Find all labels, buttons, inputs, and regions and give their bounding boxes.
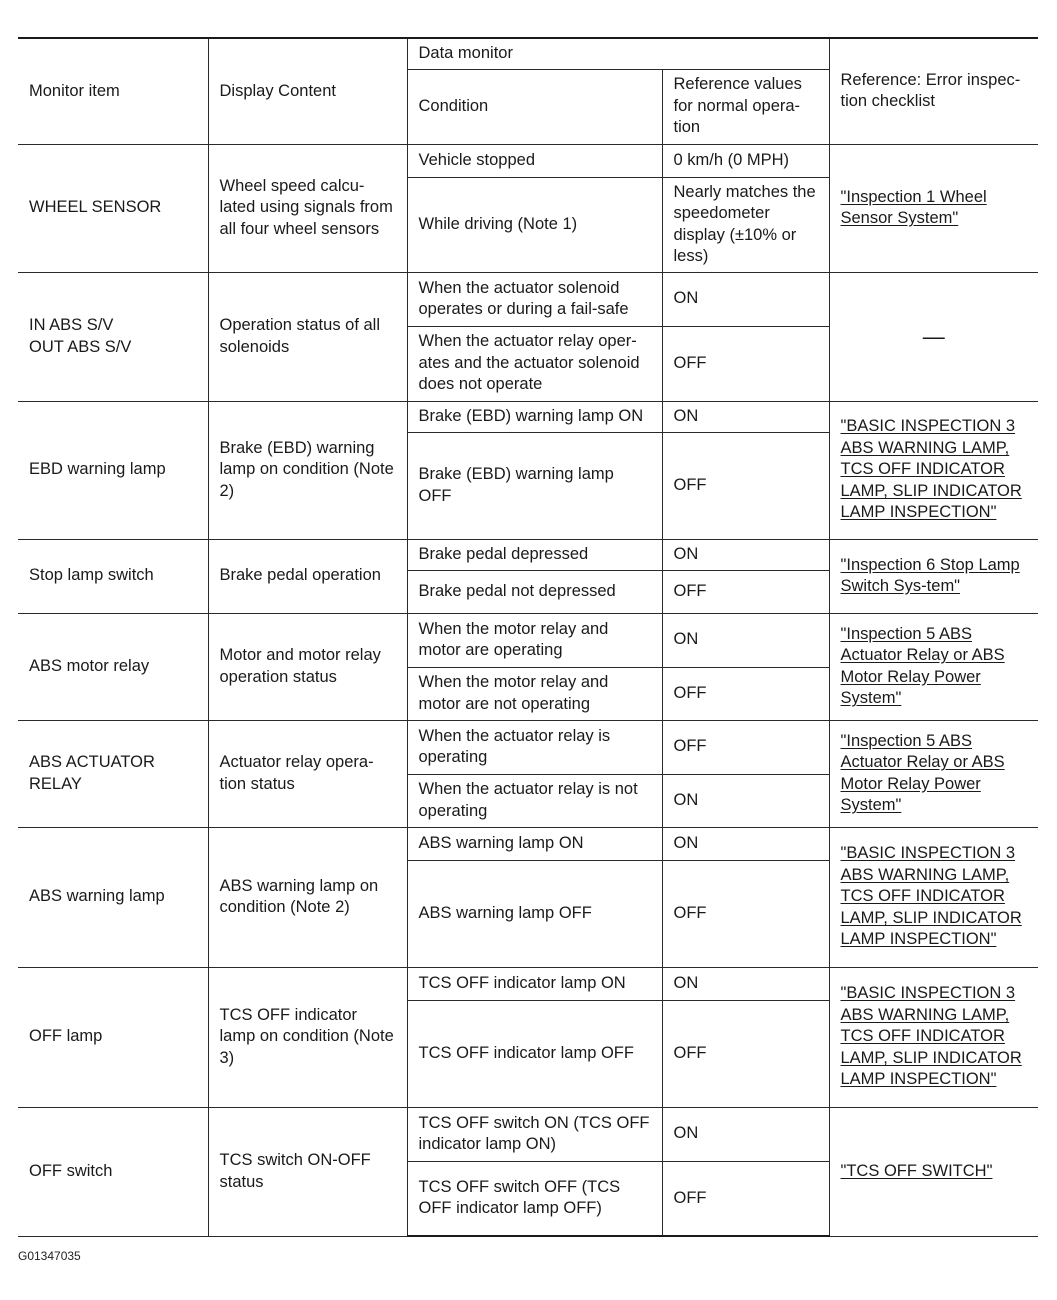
monitor-item-cell: EBD warning lamp (18, 401, 208, 539)
header-monitor-item: Monitor item (18, 38, 208, 144)
monitor-item-cell: OFF switch (18, 1107, 208, 1236)
reference-value-cell: OFF (662, 667, 829, 720)
inspection-link[interactable]: "BASIC INSPECTION 3 ABS WARNING LAMP, TCS OFF INDICATOR LAMP, SLIP INDICATOR LAMP INSPECTION" (840, 984, 1022, 1089)
display-content-cell: Motor and motor relay operation status (208, 613, 407, 720)
monitor-item-cell: OFF lamp (18, 967, 208, 1107)
monitor-item-cell: WHEEL SENSOR (18, 144, 208, 272)
inspection-link[interactable]: "Inspection 6 Stop Lamp Switch Sys-tem" (840, 555, 1020, 595)
reference-value-cell: OFF (662, 432, 829, 539)
condition-cell: When the actuator solenoid operates or during a fail-safe (407, 272, 662, 326)
display-content-cell: TCS switch ON-OFF status (208, 1107, 407, 1236)
reference-value-cell: ON (662, 967, 829, 1000)
reference-value-cell: ON (662, 272, 829, 326)
monitor-item-cell: ABS motor relay (18, 613, 208, 720)
inspection-link[interactable]: "Inspection 5 ABS Actuator Relay or ABS Motor Relay Power System" (840, 731, 1005, 814)
reference-value-cell: OFF (662, 570, 829, 613)
inspection-link[interactable]: "BASIC INSPECTION 3 ABS WARNING LAMP, TCS OFF INDICATOR LAMP, SLIP INDICATOR LAMP INSPECTION" (840, 844, 1022, 949)
reference-value-cell: 0 km/h (0 MPH) (662, 144, 829, 177)
condition-cell: TCS OFF indicator lamp ON (407, 967, 662, 1000)
condition-cell: Brake pedal not depressed (407, 570, 662, 613)
monitor-item-cell: ABS ACTUATOR RELAY (18, 720, 208, 827)
reference-value-cell: Nearly matches the speedometer display (±10% or less) (662, 177, 829, 272)
inspection-link[interactable]: "BASIC INSPECTION 3 ABS WARNING LAMP, TCS OFF INDICATOR LAMP, SLIP INDICATOR LAMP INSPECTION" (840, 417, 1022, 522)
inspection-link[interactable]: "Inspection 1 Wheel Sensor System" (840, 187, 987, 227)
condition-cell: When the actuator relay is operating (407, 720, 662, 774)
condition-cell: Vehicle stopped (407, 144, 662, 177)
condition-cell: While driving (Note 1) (407, 177, 662, 272)
inspection-link[interactable]: "TCS OFF SWITCH" (840, 1161, 993, 1180)
condition-cell: TCS OFF switch OFF (TCS OFF indicator lamp OFF) (407, 1161, 662, 1236)
condition-cell: Brake (EBD) warning lamp OFF (407, 432, 662, 539)
condition-cell: When the motor relay and motor are not operating (407, 667, 662, 720)
display-content-cell: TCS OFF indicator lamp on condition (Note 3) (208, 967, 407, 1107)
condition-cell: ABS warning lamp OFF (407, 860, 662, 967)
header-condition: Condition (407, 69, 662, 144)
no-reference-dash: — (922, 323, 945, 349)
header-display-content: Display Content (208, 38, 407, 144)
header-error-checklist: Reference: Error inspec-tion checklist (829, 38, 1038, 144)
condition-cell: Brake (EBD) warning lamp ON (407, 401, 662, 432)
reference-value-cell: ON (662, 827, 829, 860)
header-data-monitor: Data monitor (407, 38, 829, 69)
display-content-cell: Brake pedal operation (208, 539, 407, 613)
display-content-cell: Operation status of all solenoids (208, 272, 407, 401)
condition-cell: Brake pedal depressed (407, 539, 662, 570)
reference-value-cell: OFF (662, 1000, 829, 1107)
inspection-link[interactable]: "Inspection 5 ABS Actuator Relay or ABS Motor Relay Power System" (840, 624, 1005, 707)
reference-value-cell: ON (662, 539, 829, 570)
reference-value-cell: OFF (662, 860, 829, 967)
reference-value-cell: ON (662, 401, 829, 432)
figure-id: G01347035 (18, 1249, 81, 1263)
reference-value-cell: ON (662, 774, 829, 827)
reference-value-cell: OFF (662, 326, 829, 401)
monitor-item-cell: Stop lamp switch (18, 539, 208, 613)
condition-cell: TCS OFF switch ON (TCS OFF indicator lamp ON) (407, 1107, 662, 1161)
monitor-item-cell: ABS warning lamp (18, 827, 208, 967)
header-reference-values: Reference values for normal opera-tion (662, 69, 829, 144)
display-content-cell: Actuator relay opera-tion status (208, 720, 407, 827)
display-content-cell: Brake (EBD) warning lamp on condition (Note 2) (208, 401, 407, 539)
reference-value-cell: OFF (662, 1161, 829, 1236)
reference-value-cell: ON (662, 1107, 829, 1161)
condition-cell: TCS OFF indicator lamp OFF (407, 1000, 662, 1107)
reference-value-cell: ON (662, 613, 829, 667)
monitor-item-cell: IN ABS S/V OUT ABS S/V (18, 272, 208, 401)
display-content-cell: ABS warning lamp on condition (Note 2) (208, 827, 407, 967)
display-content-cell: Wheel speed calcu-lated using signals from all four wheel sensors (208, 144, 407, 272)
condition-cell: When the motor relay and motor are operating (407, 613, 662, 667)
data-monitor-table (18, 37, 1038, 1237)
condition-cell: ABS warning lamp ON (407, 827, 662, 860)
condition-cell: When the actuator relay oper-ates and the actuator solenoid does not operate (407, 326, 662, 401)
reference-value-cell: OFF (662, 720, 829, 774)
condition-cell: When the actuator relay is not operating (407, 774, 662, 827)
